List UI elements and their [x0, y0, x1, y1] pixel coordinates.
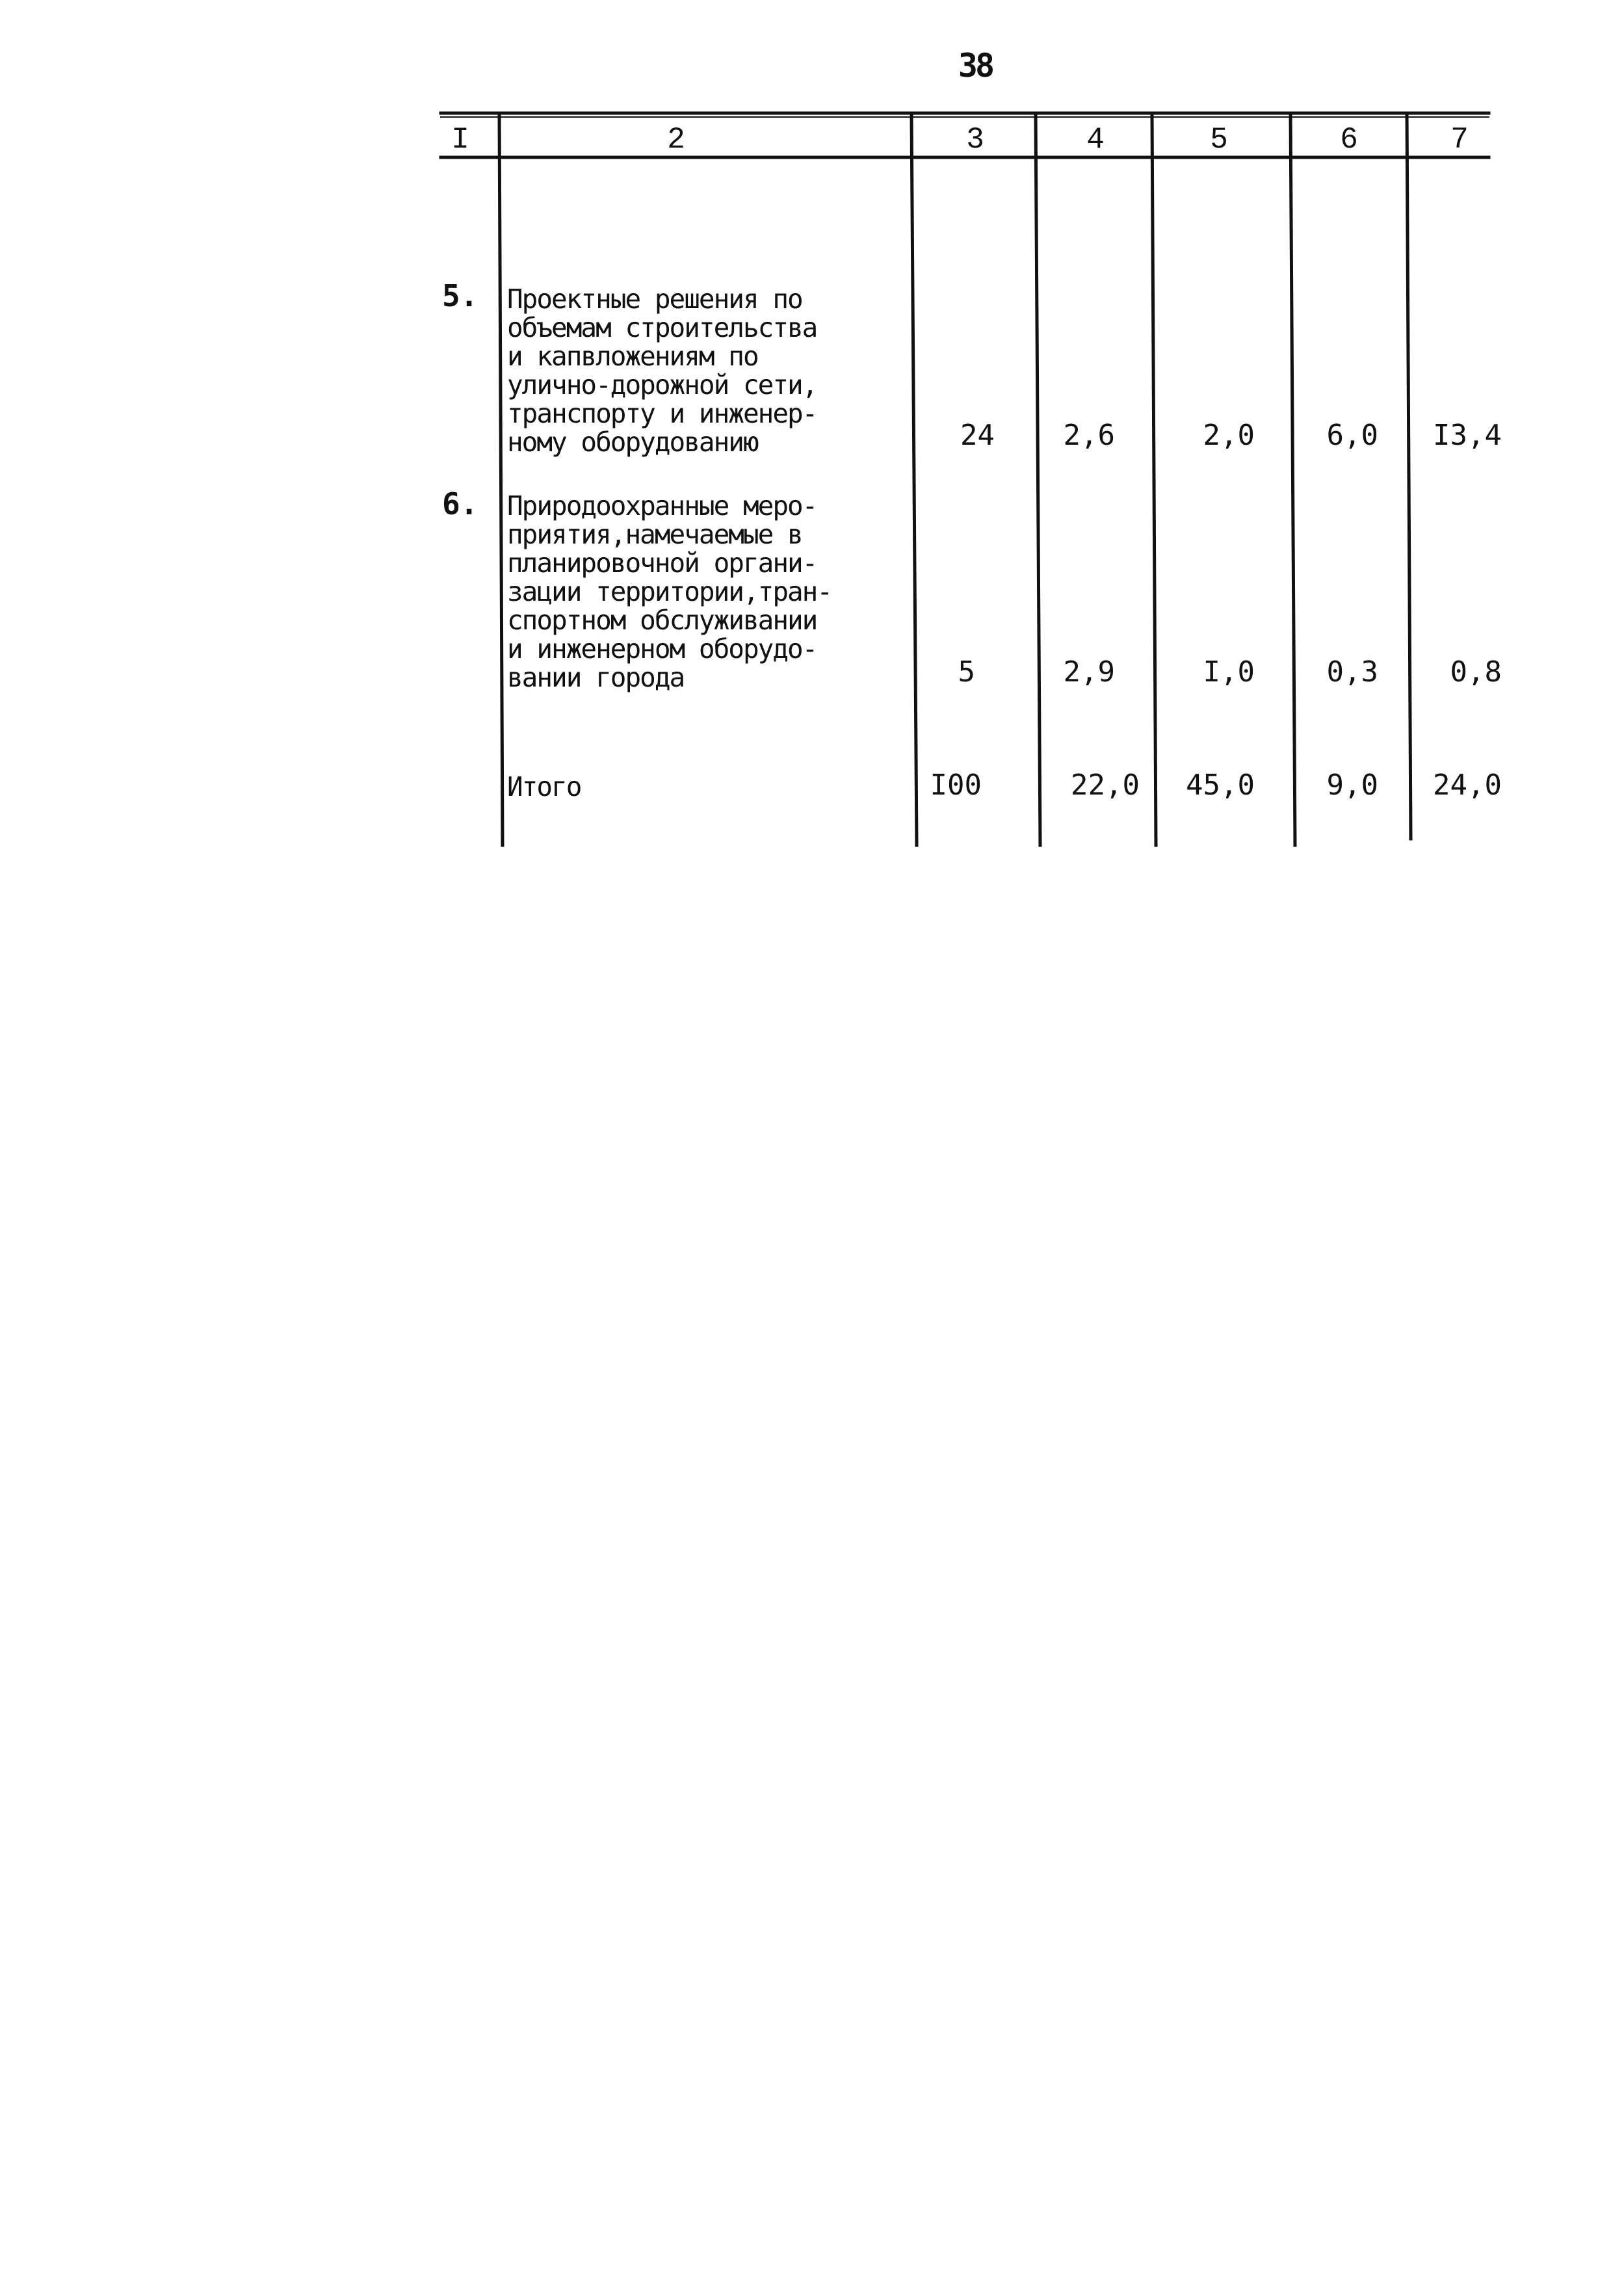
row-description	[507, 492, 897, 692]
description-line: и инженерном оборудо-	[507, 633, 817, 664]
cell-col-4: 2,9	[1063, 655, 1115, 689]
description-line: Природоохранные меро-	[507, 490, 817, 521]
total-col-5: 45,0	[1186, 769, 1255, 802]
cell-col-6: 0,3	[1326, 655, 1378, 689]
total-col-7: 24,0	[1433, 769, 1502, 802]
description-line: и капвложениям по	[507, 341, 758, 372]
page-number: 38	[958, 47, 993, 85]
description-line: Проектные решения по	[507, 283, 802, 315]
cell-col-5: I,0	[1203, 655, 1255, 689]
description-line: вании города	[507, 662, 685, 693]
cell-col-4: 2,6	[1063, 419, 1115, 452]
total-col-3: I00	[930, 769, 982, 802]
header-col-7: 7	[1450, 123, 1469, 157]
total-label: Итого	[507, 771, 581, 802]
row-description	[507, 285, 897, 456]
description-line: зации территории,тран-	[507, 576, 832, 607]
header-col-5: 5	[1210, 123, 1228, 157]
description-line: ному оборудованию	[507, 427, 758, 458]
header-col-6: 6	[1340, 123, 1358, 157]
row-number: 5.	[442, 278, 478, 313]
description-line: объемам строительства	[507, 312, 817, 343]
description-line: улично-дорожной сети,	[507, 369, 817, 401]
cell-col-3: 24	[960, 419, 995, 452]
cell-col-6: 6,0	[1326, 419, 1378, 452]
header-col-2: 2	[667, 123, 685, 157]
cell-col-3: 5	[958, 655, 975, 689]
cell-col-7: 0,8	[1450, 655, 1502, 689]
total-col-6: 9,0	[1326, 769, 1378, 802]
description-line: спортном обслуживании	[507, 605, 817, 636]
header-col-1: I	[451, 123, 469, 157]
header-col-3: 3	[966, 123, 984, 157]
cell-col-7: I3,4	[1433, 419, 1502, 452]
total-col-4: 22,0	[1071, 769, 1140, 802]
row-number: 6.	[442, 486, 478, 521]
header-col-4: 4	[1086, 123, 1105, 157]
description-line: транспорту и инженер-	[507, 398, 817, 429]
cell-col-5: 2,0	[1203, 419, 1255, 452]
description-line: приятия,намечаемые в	[507, 519, 802, 550]
description-line: планировочной органи-	[507, 547, 817, 579]
